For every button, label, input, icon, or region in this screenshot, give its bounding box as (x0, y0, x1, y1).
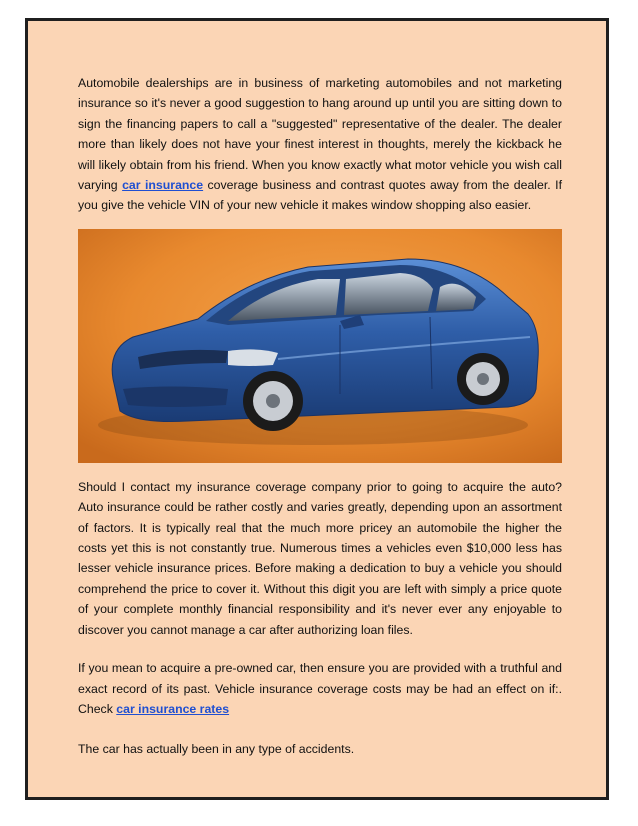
car-insurance-rates-link[interactable]: car insurance rates (116, 701, 230, 716)
paragraph-2: Should I contact my insurance coverage company prior to going to acquire the auto? Auto insurance could be rather costly and varies greatly, depending upon an assortment of factors. It is typically real that the much more pricey an automobile the higher the costs yet this is not constantly true. Numerous times a vehicles even $10,000 less has lesser vehicle insurance prices. Before making a dedication to buy a vehicle you should comprehend the price to cover it. Without this digit you are left with simply a price quote of your complete monthly financial responsibility and it's never ever any enjoyable to discover you cannot manage a car after authorizing loan files. (78, 479, 562, 637)
rear-wheel (457, 353, 509, 405)
front-side-window (344, 273, 433, 315)
document-page (25, 18, 609, 800)
paragraph-1-text-b: coverage business and contrast quotes away from the dealer. If you give the vehicle VIN of your new vehicle it makes window shopping also easier. (78, 178, 562, 213)
document-content (78, 73, 562, 760)
paragraph-4: The car has actually been in any type of accidents. (78, 742, 355, 757)
car-insurance-link[interactable]: car insurance (122, 178, 204, 193)
paragraph-3 (78, 658, 562, 719)
car-illustration (78, 229, 562, 463)
car-image (78, 229, 562, 463)
headlight (228, 349, 278, 366)
front-wheel (243, 371, 303, 431)
paragraph-1-text-a: Automobile dealerships are in business of marketing automobiles and not marketing insurance so it's never a good suggestion to hang around up until you are sitting down to sign the financing papers to call a "suggested" representative of the dealer. The dealer more than likely does not have your finest interest in thoughts, merely the kickback he will likely obtain from his friend. When you know exactly what motor vehicle you wish call varying (78, 76, 562, 193)
paragraph-1 (78, 73, 562, 216)
paragraph-3-text: If you mean to acquire a pre-owned car, then ensure you are provided with a truthful and exact record of its past. Vehicle insurance coverage costs may be had an effect on if:. Check (78, 661, 562, 716)
